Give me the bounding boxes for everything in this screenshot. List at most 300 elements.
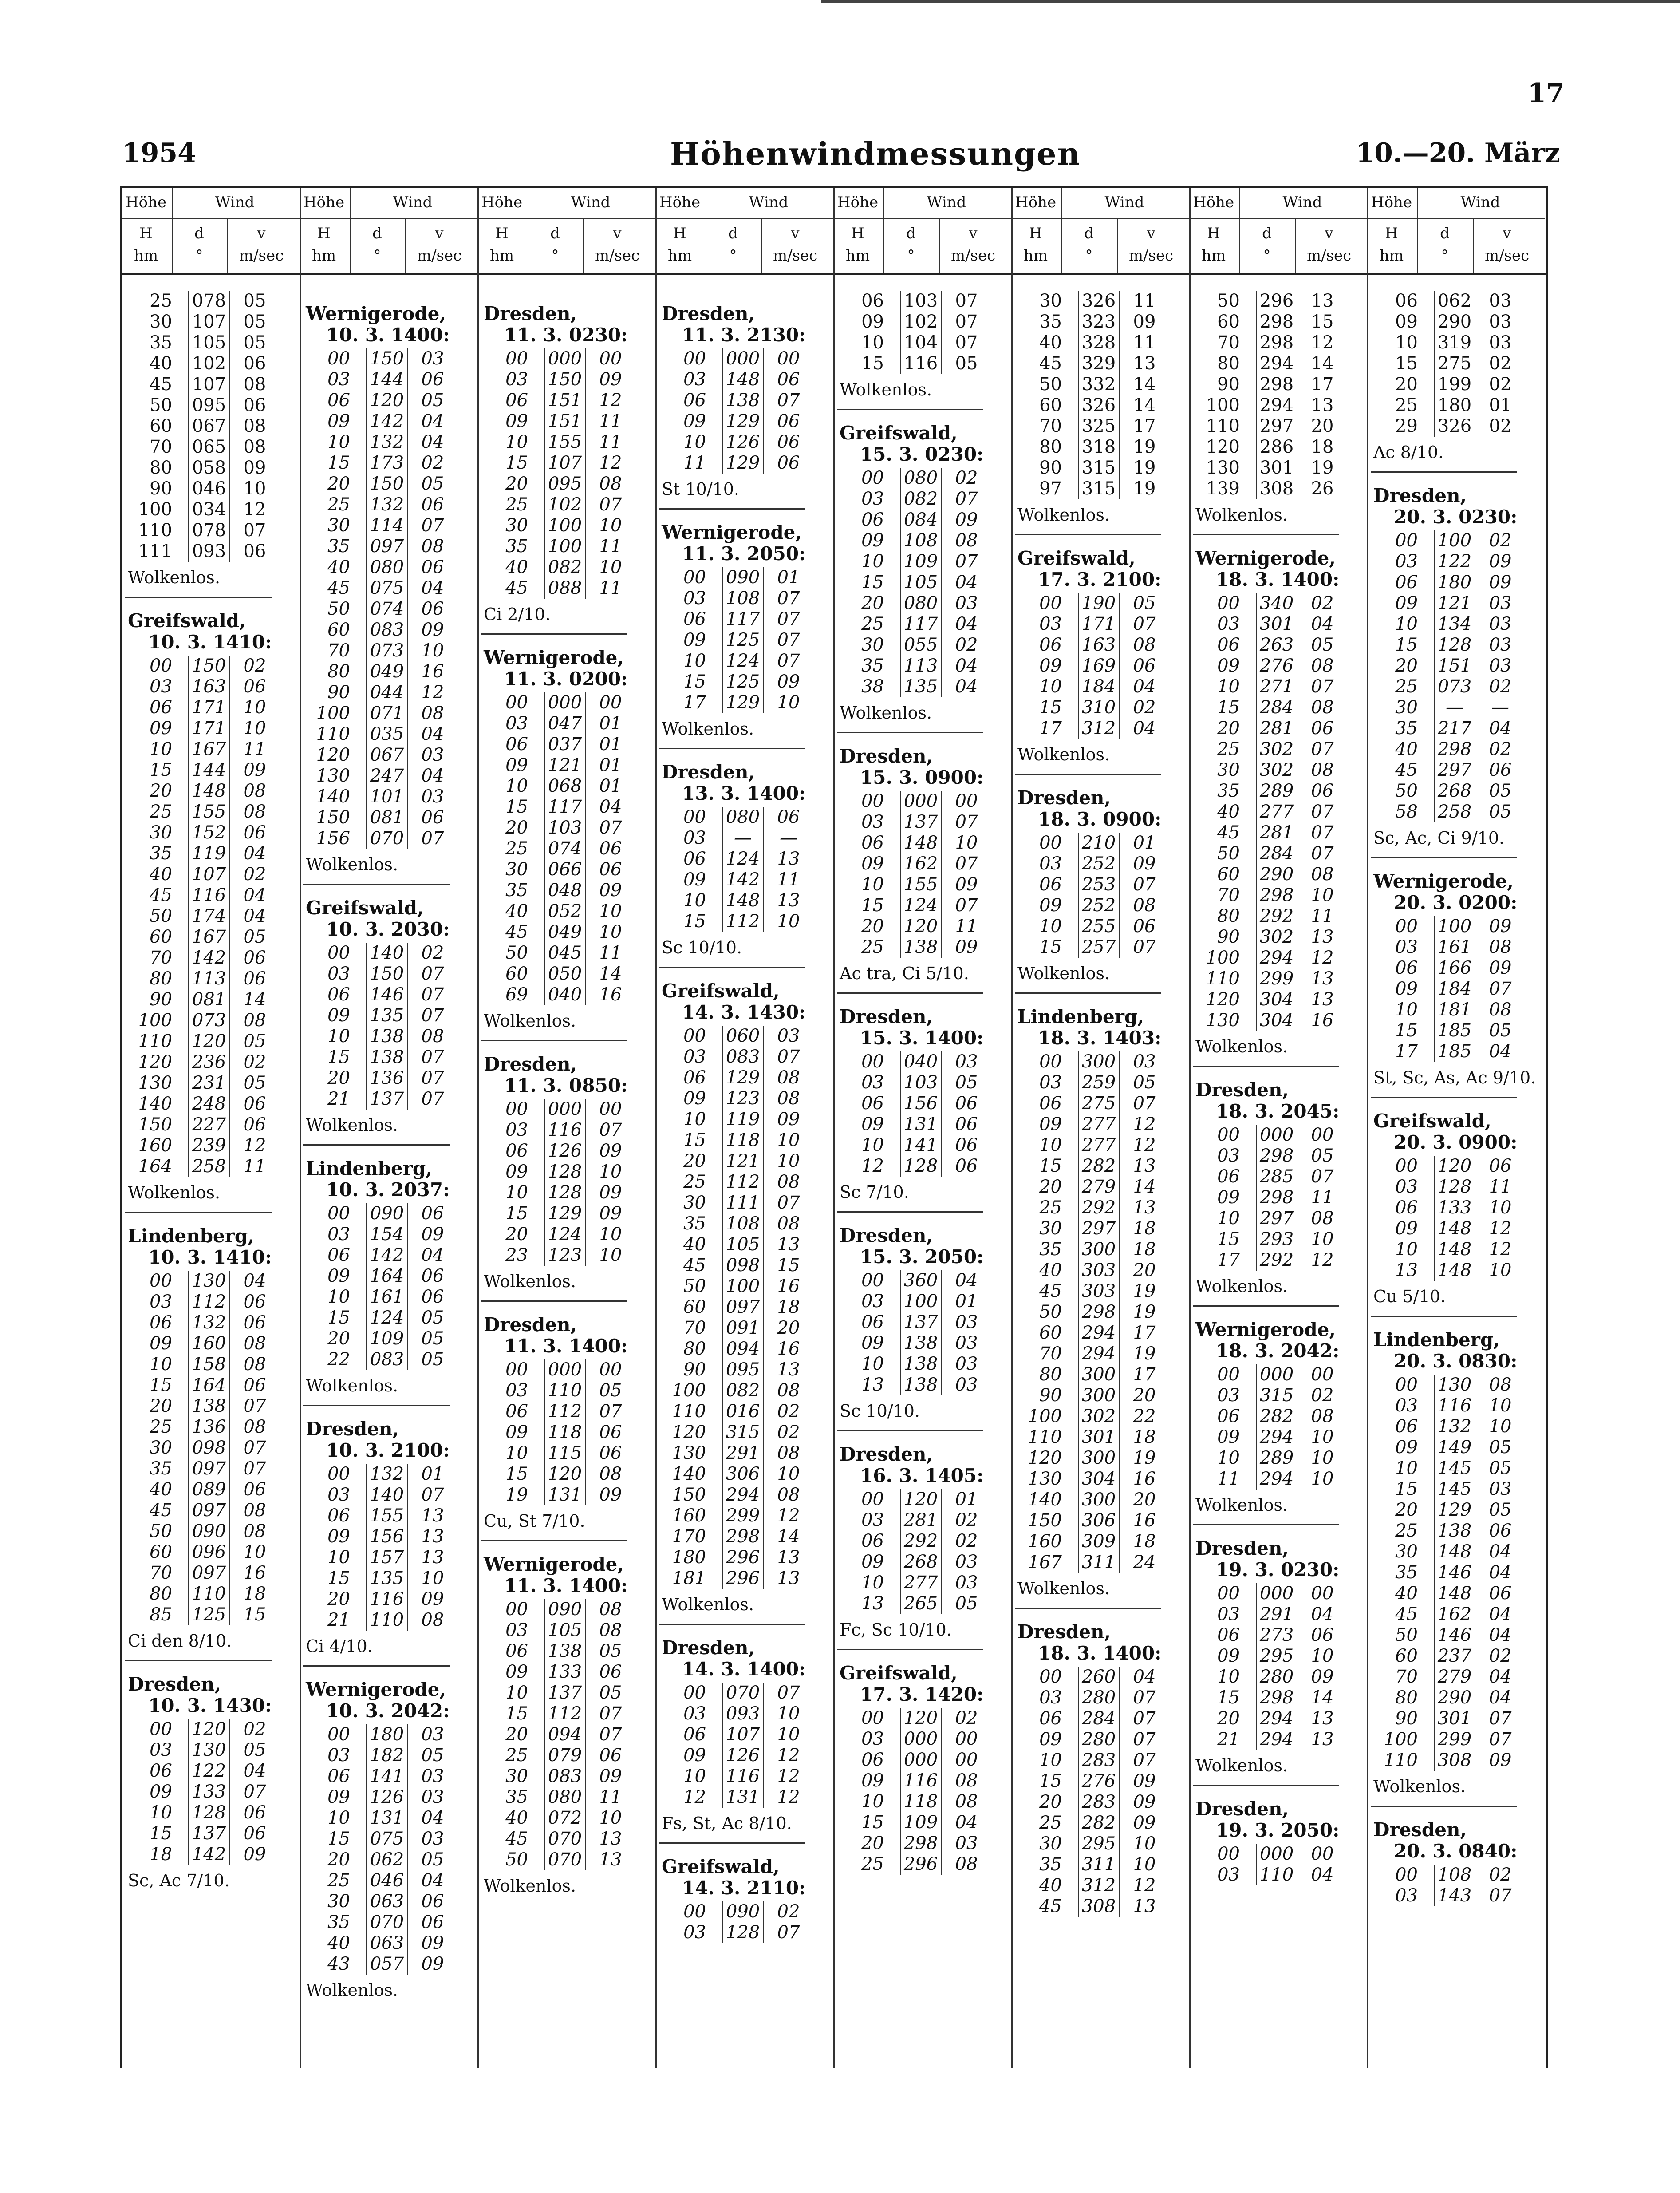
table-row bbox=[1011, 1385, 1189, 1406]
table-row bbox=[1189, 1146, 1367, 1166]
cell-d: 340 bbox=[1256, 593, 1297, 614]
table-row bbox=[1189, 593, 1367, 614]
cell-d: 303 bbox=[1078, 1260, 1120, 1281]
cell-h: 09 bbox=[150, 1333, 172, 1354]
cell-v: 04 bbox=[243, 885, 266, 905]
cell-v: 07 bbox=[421, 1068, 444, 1088]
table-row bbox=[1367, 1500, 1545, 1521]
cell-d: 162 bbox=[900, 853, 942, 874]
cell-v: 14 bbox=[1133, 1177, 1156, 1197]
cell-v: 08 bbox=[599, 1464, 622, 1484]
cell-h: 06 bbox=[1217, 1406, 1240, 1426]
cell-h: 45 bbox=[1039, 1281, 1062, 1301]
cell-h: 100 bbox=[316, 703, 350, 723]
observation-time: 10. 3. 2037: bbox=[326, 1179, 450, 1201]
observation-time: 14. 3. 1430: bbox=[682, 1001, 806, 1023]
table-row bbox=[1189, 927, 1367, 948]
cell-d: 073 bbox=[366, 640, 408, 661]
cell-v: 05 bbox=[421, 1349, 444, 1370]
cell-d: 295 bbox=[1078, 1833, 1120, 1854]
cell-v: 10 bbox=[1133, 1854, 1156, 1875]
cell-v: 09 bbox=[243, 760, 266, 780]
station-name: Dresden, bbox=[484, 1053, 577, 1075]
cell-h: 00 bbox=[327, 1203, 350, 1224]
table-row bbox=[477, 818, 655, 838]
cell-v: 14 bbox=[1311, 353, 1334, 374]
block-rule bbox=[1193, 1305, 1339, 1307]
cell-h: 10 bbox=[1395, 614, 1418, 634]
cell-v: 11 bbox=[777, 869, 800, 890]
cell-d: 097 bbox=[366, 536, 408, 557]
cell-v: 09 bbox=[421, 620, 444, 640]
table-row bbox=[1367, 374, 1545, 395]
table-row bbox=[1011, 718, 1189, 739]
cell-h: 69 bbox=[505, 984, 528, 1005]
table-row bbox=[655, 1766, 833, 1787]
block-rule bbox=[125, 1660, 272, 1661]
cell-h: 09 bbox=[1039, 895, 1062, 916]
cell-h: 06 bbox=[327, 390, 350, 411]
cell-h: 130 bbox=[138, 1073, 172, 1093]
cell-h: 03 bbox=[505, 1620, 528, 1640]
cell-v: 14 bbox=[1133, 374, 1156, 395]
cell-h: 130 bbox=[316, 766, 350, 786]
cell-h: 15 bbox=[327, 453, 350, 473]
cell-h: 35 bbox=[150, 1458, 172, 1479]
cell-h: 12 bbox=[861, 1156, 884, 1176]
cell-d: 289 bbox=[1256, 1448, 1297, 1469]
table-row bbox=[1011, 332, 1189, 353]
block-rule bbox=[659, 508, 805, 510]
cell-d: 109 bbox=[366, 1328, 408, 1349]
cell-v: 10 bbox=[599, 901, 622, 921]
cell-h: 15 bbox=[1395, 1479, 1418, 1499]
cell-v: 07 bbox=[421, 515, 444, 536]
cell-h: 170 bbox=[672, 1526, 706, 1547]
cell-h: 25 bbox=[1395, 395, 1418, 415]
table-row bbox=[655, 1901, 833, 1922]
header-hoehe: Höhe bbox=[837, 194, 879, 211]
cell-h: 60 bbox=[1217, 864, 1240, 885]
table-row bbox=[122, 458, 300, 478]
table-row bbox=[300, 766, 477, 786]
cell-h: 09 bbox=[1217, 1646, 1240, 1666]
cell-d: 129 bbox=[722, 453, 764, 474]
block-rule bbox=[303, 1144, 450, 1146]
cell-d: 326 bbox=[1434, 416, 1475, 437]
cell-h: 09 bbox=[1039, 1114, 1062, 1134]
observation-time: 15. 3. 2050: bbox=[860, 1246, 984, 1268]
header-rule bbox=[528, 218, 655, 219]
cell-h: 80 bbox=[1039, 1364, 1062, 1385]
cell-d: 113 bbox=[188, 968, 230, 989]
table-row bbox=[122, 989, 300, 1010]
block-rule bbox=[837, 409, 983, 410]
cell-h: 10 bbox=[505, 1443, 528, 1463]
observation-time: 11. 3. 2130: bbox=[682, 324, 806, 346]
cell-d: 105 bbox=[900, 572, 942, 593]
cell-d: 280 bbox=[1078, 1729, 1120, 1750]
cell-h: 15 bbox=[327, 1568, 350, 1588]
table-row bbox=[1189, 478, 1367, 499]
cell-h: 15 bbox=[1217, 697, 1240, 718]
cell-v: 13 bbox=[777, 890, 800, 911]
cell-v: 10 bbox=[777, 1464, 800, 1484]
header-deg: ° bbox=[729, 247, 737, 265]
cell-h: 03 bbox=[1395, 1177, 1418, 1197]
cell-v: 04 bbox=[1489, 1541, 1512, 1562]
cell-h: 90 bbox=[1217, 927, 1240, 947]
observation-time: 10. 3. 1430: bbox=[148, 1695, 272, 1716]
cell-d: 128 bbox=[722, 1922, 764, 1943]
cell-v: 10 bbox=[421, 640, 444, 661]
cell-d: 122 bbox=[188, 1761, 230, 1782]
cell-h: 00 bbox=[1039, 1667, 1062, 1687]
table-row bbox=[300, 515, 477, 536]
cell-h: 09 bbox=[683, 1088, 706, 1109]
cell-d: 304 bbox=[1256, 989, 1297, 1010]
cell-h: 09 bbox=[683, 411, 706, 431]
cell-h: 03 bbox=[1039, 1687, 1062, 1708]
cell-d: 296 bbox=[722, 1547, 764, 1568]
cell-d: 105 bbox=[544, 1620, 586, 1641]
table-row bbox=[300, 1026, 477, 1047]
cell-h: 00 bbox=[1395, 1865, 1418, 1885]
cell-h: 00 bbox=[1217, 1844, 1240, 1864]
header-ms: m/sec bbox=[1306, 247, 1352, 265]
table-row bbox=[477, 578, 655, 599]
table-row bbox=[300, 1766, 477, 1787]
cell-v: 00 bbox=[1311, 1125, 1334, 1145]
cell-d: 130 bbox=[188, 1740, 230, 1761]
cell-d: 298 bbox=[1256, 885, 1297, 906]
cell-v: 05 bbox=[1311, 635, 1334, 655]
cell-h: 10 bbox=[1217, 1208, 1240, 1229]
cell-h: 22 bbox=[327, 1349, 350, 1370]
station-name: Lindenberg, bbox=[306, 1158, 432, 1179]
cell-v: 13 bbox=[1311, 291, 1334, 311]
cell-h: 06 bbox=[1395, 1416, 1418, 1437]
table-row bbox=[1011, 478, 1189, 499]
cell-d: 000 bbox=[544, 1359, 586, 1380]
cell-h: 15 bbox=[150, 1375, 172, 1395]
observation-time: 10. 3. 2042: bbox=[326, 1700, 450, 1722]
cell-v: 02 bbox=[421, 453, 444, 473]
cell-v: 04 bbox=[421, 1870, 444, 1891]
table-row bbox=[1367, 1562, 1545, 1583]
cell-v: 01 bbox=[421, 1464, 444, 1484]
cell-d: 162 bbox=[1434, 1604, 1475, 1625]
cell-v: 06 bbox=[955, 1156, 978, 1176]
cell-v: 12 bbox=[777, 1505, 800, 1526]
cell-h: 80 bbox=[150, 1584, 172, 1604]
table-row bbox=[300, 724, 477, 745]
cell-d: 083 bbox=[722, 1047, 764, 1067]
cell-d: 109 bbox=[900, 1812, 942, 1833]
cell-d: 271 bbox=[1256, 676, 1297, 697]
cell-h: 25 bbox=[327, 1870, 350, 1891]
cell-v: 03 bbox=[955, 1312, 978, 1332]
cell-d: 294 bbox=[1078, 1323, 1120, 1343]
table-row bbox=[655, 630, 833, 651]
cell-v: 20 bbox=[1133, 1260, 1156, 1280]
table-row bbox=[122, 1114, 300, 1135]
cell-v: 22 bbox=[1133, 1406, 1156, 1426]
cell-v: 07 bbox=[955, 489, 978, 509]
header-deg: ° bbox=[1085, 247, 1093, 265]
cloud-note: Fs, St, Ac 8/10. bbox=[662, 1814, 792, 1833]
table-row bbox=[122, 1135, 300, 1156]
observation-time: 18. 3. 2045: bbox=[1216, 1100, 1340, 1122]
cell-v: 02 bbox=[1489, 416, 1512, 436]
cell-v: 17 bbox=[1133, 1323, 1156, 1343]
table-row bbox=[122, 1500, 300, 1521]
cell-h: 20 bbox=[327, 474, 350, 494]
table-row bbox=[1367, 979, 1545, 1000]
cell-h: 140 bbox=[316, 786, 350, 807]
cell-v: 07 bbox=[421, 1047, 444, 1067]
cell-d: 148 bbox=[900, 833, 942, 853]
cell-d: 110 bbox=[366, 1610, 408, 1631]
cell-h: 00 bbox=[327, 1464, 350, 1484]
cell-d: 090 bbox=[188, 1521, 230, 1542]
table-row bbox=[477, 1641, 655, 1662]
cell-d: 257 bbox=[1078, 937, 1120, 958]
cell-h: 15 bbox=[861, 353, 884, 374]
cell-h: 20 bbox=[1039, 1792, 1062, 1812]
table-row bbox=[122, 416, 300, 437]
cell-h: 03 bbox=[683, 828, 706, 848]
cell-d: 145 bbox=[1434, 1479, 1475, 1500]
cell-v: 11 bbox=[599, 411, 622, 431]
cell-h: 09 bbox=[150, 718, 172, 739]
table-row bbox=[122, 802, 300, 822]
table-row bbox=[1189, 1125, 1367, 1146]
table-row bbox=[477, 411, 655, 432]
table-row bbox=[655, 432, 833, 453]
table-row bbox=[655, 1380, 833, 1401]
cell-h: 20 bbox=[861, 1833, 884, 1853]
cell-d: 128 bbox=[188, 1802, 230, 1823]
cell-d: 097 bbox=[188, 1563, 230, 1584]
cell-d: 152 bbox=[188, 822, 230, 843]
header-hm: hm bbox=[1379, 247, 1404, 265]
table-row bbox=[655, 1464, 833, 1485]
cell-h: 09 bbox=[327, 411, 350, 431]
cell-d: 286 bbox=[1256, 437, 1297, 458]
cell-d: 166 bbox=[1434, 958, 1475, 979]
table-row bbox=[477, 1245, 655, 1266]
table-row bbox=[655, 588, 833, 609]
cell-v: 05 bbox=[1133, 593, 1156, 613]
station-name: Greifswald, bbox=[1373, 1110, 1491, 1132]
table-row bbox=[833, 656, 1011, 676]
header-separator bbox=[405, 218, 406, 273]
observation-time: 11. 3. 1400: bbox=[504, 1335, 628, 1357]
cell-h: 10 bbox=[861, 1791, 884, 1812]
cell-h: 17 bbox=[1395, 1041, 1418, 1062]
header-rule bbox=[1061, 218, 1189, 219]
header-h: H bbox=[673, 225, 686, 242]
table-row bbox=[655, 411, 833, 432]
table-row bbox=[300, 1047, 477, 1068]
table-row bbox=[122, 1584, 300, 1604]
cell-h: 80 bbox=[1395, 1687, 1418, 1708]
cell-v: 11 bbox=[243, 1156, 266, 1177]
cell-v: 08 bbox=[243, 781, 266, 801]
table-row bbox=[1189, 718, 1367, 739]
cell-v: 06 bbox=[777, 807, 800, 827]
table-row bbox=[655, 1255, 833, 1276]
cell-h: 90 bbox=[150, 989, 172, 1010]
cloud-note: Wolkenlos. bbox=[1373, 1777, 1466, 1796]
table-row bbox=[1189, 822, 1367, 843]
cell-h: 45 bbox=[505, 578, 528, 598]
cell-d: 082 bbox=[544, 557, 586, 578]
cell-h: 25 bbox=[683, 1172, 706, 1192]
cell-d: 259 bbox=[1078, 1072, 1120, 1093]
cell-h: 35 bbox=[1395, 1562, 1418, 1583]
cell-v: 04 bbox=[243, 1271, 266, 1291]
block-rule bbox=[837, 732, 983, 733]
observation-time: 15. 3. 0230: bbox=[860, 443, 984, 465]
cell-d: 302 bbox=[1256, 739, 1297, 760]
cell-d: 136 bbox=[188, 1417, 230, 1438]
cell-h: 20 bbox=[683, 1151, 706, 1171]
cell-v: 08 bbox=[421, 536, 444, 557]
header-rule bbox=[300, 218, 350, 219]
header-hm: hm bbox=[489, 247, 514, 265]
cell-v: 18 bbox=[1311, 437, 1334, 457]
cell-d: 184 bbox=[1078, 676, 1120, 697]
cell-v: 02 bbox=[421, 943, 444, 963]
table-row bbox=[1011, 1281, 1189, 1302]
cell-h: 03 bbox=[1039, 614, 1062, 634]
table-row bbox=[833, 530, 1011, 551]
cell-v: 07 bbox=[955, 551, 978, 572]
cell-d: 104 bbox=[900, 332, 942, 353]
cell-v: 03 bbox=[421, 786, 444, 807]
cell-h: 40 bbox=[1039, 1260, 1062, 1280]
cell-v: 07 bbox=[421, 964, 444, 984]
table-row bbox=[1189, 1667, 1367, 1687]
cell-h: 09 bbox=[505, 1422, 528, 1442]
table-row bbox=[1367, 395, 1545, 416]
cell-v: 07 bbox=[1311, 802, 1334, 822]
cell-h: 00 bbox=[327, 943, 350, 963]
header-hm: hm bbox=[1201, 247, 1226, 265]
cell-d: 309 bbox=[1078, 1531, 1120, 1552]
cell-v: 10 bbox=[599, 1245, 622, 1265]
block-rule bbox=[1015, 1608, 1161, 1609]
cell-v: 10 bbox=[599, 557, 622, 577]
cell-h: 50 bbox=[1039, 374, 1062, 395]
cell-h: 09 bbox=[327, 1526, 350, 1547]
station-name: Wernigerode, bbox=[484, 1553, 624, 1575]
table-row bbox=[300, 348, 477, 369]
cell-d: 199 bbox=[1434, 374, 1475, 395]
cell-h: 10 bbox=[1039, 676, 1062, 697]
table-row bbox=[122, 437, 300, 458]
table-row bbox=[1189, 1604, 1367, 1625]
cell-d: 298 bbox=[1256, 1146, 1297, 1166]
cell-d: — bbox=[722, 828, 764, 849]
cell-v: 00 bbox=[1311, 1583, 1334, 1604]
table-row bbox=[300, 432, 477, 453]
cell-h: 09 bbox=[1395, 1437, 1418, 1458]
cell-d: 148 bbox=[1434, 1260, 1475, 1281]
cell-h: 00 bbox=[505, 1099, 528, 1119]
cell-h: 25 bbox=[861, 937, 884, 957]
cell-h: 10 bbox=[861, 1135, 884, 1155]
table-row bbox=[1367, 1729, 1545, 1750]
table-row bbox=[833, 1854, 1011, 1875]
cloud-note: Wolkenlos. bbox=[1195, 1037, 1288, 1056]
cell-d: 120 bbox=[900, 1708, 942, 1729]
cloud-note: Wolkenlos. bbox=[1195, 1756, 1288, 1775]
cell-h: 09 bbox=[861, 1770, 884, 1791]
cell-h: 03 bbox=[150, 1740, 172, 1760]
cell-d: 126 bbox=[544, 1141, 586, 1162]
table-row bbox=[833, 291, 1011, 312]
cell-h: 35 bbox=[1395, 718, 1418, 739]
station-name: Dresden, bbox=[484, 1314, 577, 1336]
cell-d: 138 bbox=[900, 1354, 942, 1375]
table-row bbox=[833, 874, 1011, 895]
table-row bbox=[1011, 697, 1189, 718]
cell-h: 06 bbox=[327, 1505, 350, 1526]
cell-h: 58 bbox=[1395, 802, 1418, 822]
cell-h: 139 bbox=[1206, 478, 1240, 499]
table-row bbox=[122, 822, 300, 843]
cell-d: 302 bbox=[1256, 927, 1297, 948]
cell-h: 40 bbox=[683, 1234, 706, 1255]
table-row bbox=[833, 1489, 1011, 1510]
header-d: d bbox=[372, 225, 382, 242]
cell-v: 07 bbox=[1489, 1729, 1512, 1750]
table-row bbox=[1189, 353, 1367, 374]
cell-h: 06 bbox=[505, 1401, 528, 1422]
cell-d: 102 bbox=[544, 494, 586, 515]
cell-v: 10 bbox=[1489, 1395, 1512, 1416]
cell-d: 100 bbox=[900, 1291, 942, 1312]
cell-v: 04 bbox=[1489, 1667, 1512, 1687]
cell-d: 276 bbox=[1078, 1771, 1120, 1792]
cell-h: 15 bbox=[505, 1464, 528, 1484]
table-row bbox=[477, 1120, 655, 1141]
table-row bbox=[300, 1203, 477, 1224]
station-name: Lindenberg, bbox=[128, 1225, 254, 1247]
cell-v: 08 bbox=[777, 1380, 800, 1401]
header-rule bbox=[1011, 218, 1061, 219]
cell-v: 02 bbox=[955, 468, 978, 488]
header-d: d bbox=[1084, 225, 1094, 242]
header-ms: m/sec bbox=[1128, 247, 1174, 265]
cell-h: 130 bbox=[672, 1443, 706, 1463]
table-row bbox=[1367, 1375, 1545, 1395]
cell-v: 00 bbox=[1311, 1844, 1334, 1864]
cell-v: 01 bbox=[955, 1489, 978, 1509]
table-row bbox=[1011, 1135, 1189, 1156]
table-row bbox=[833, 1812, 1011, 1833]
table-row bbox=[300, 984, 477, 1005]
table-row bbox=[300, 682, 477, 703]
cell-d: 289 bbox=[1256, 781, 1297, 802]
table-row bbox=[122, 948, 300, 968]
cloud-note: Wolkenlos. bbox=[1195, 1495, 1288, 1515]
table-row bbox=[122, 499, 300, 520]
cell-d: 138 bbox=[900, 1333, 942, 1354]
